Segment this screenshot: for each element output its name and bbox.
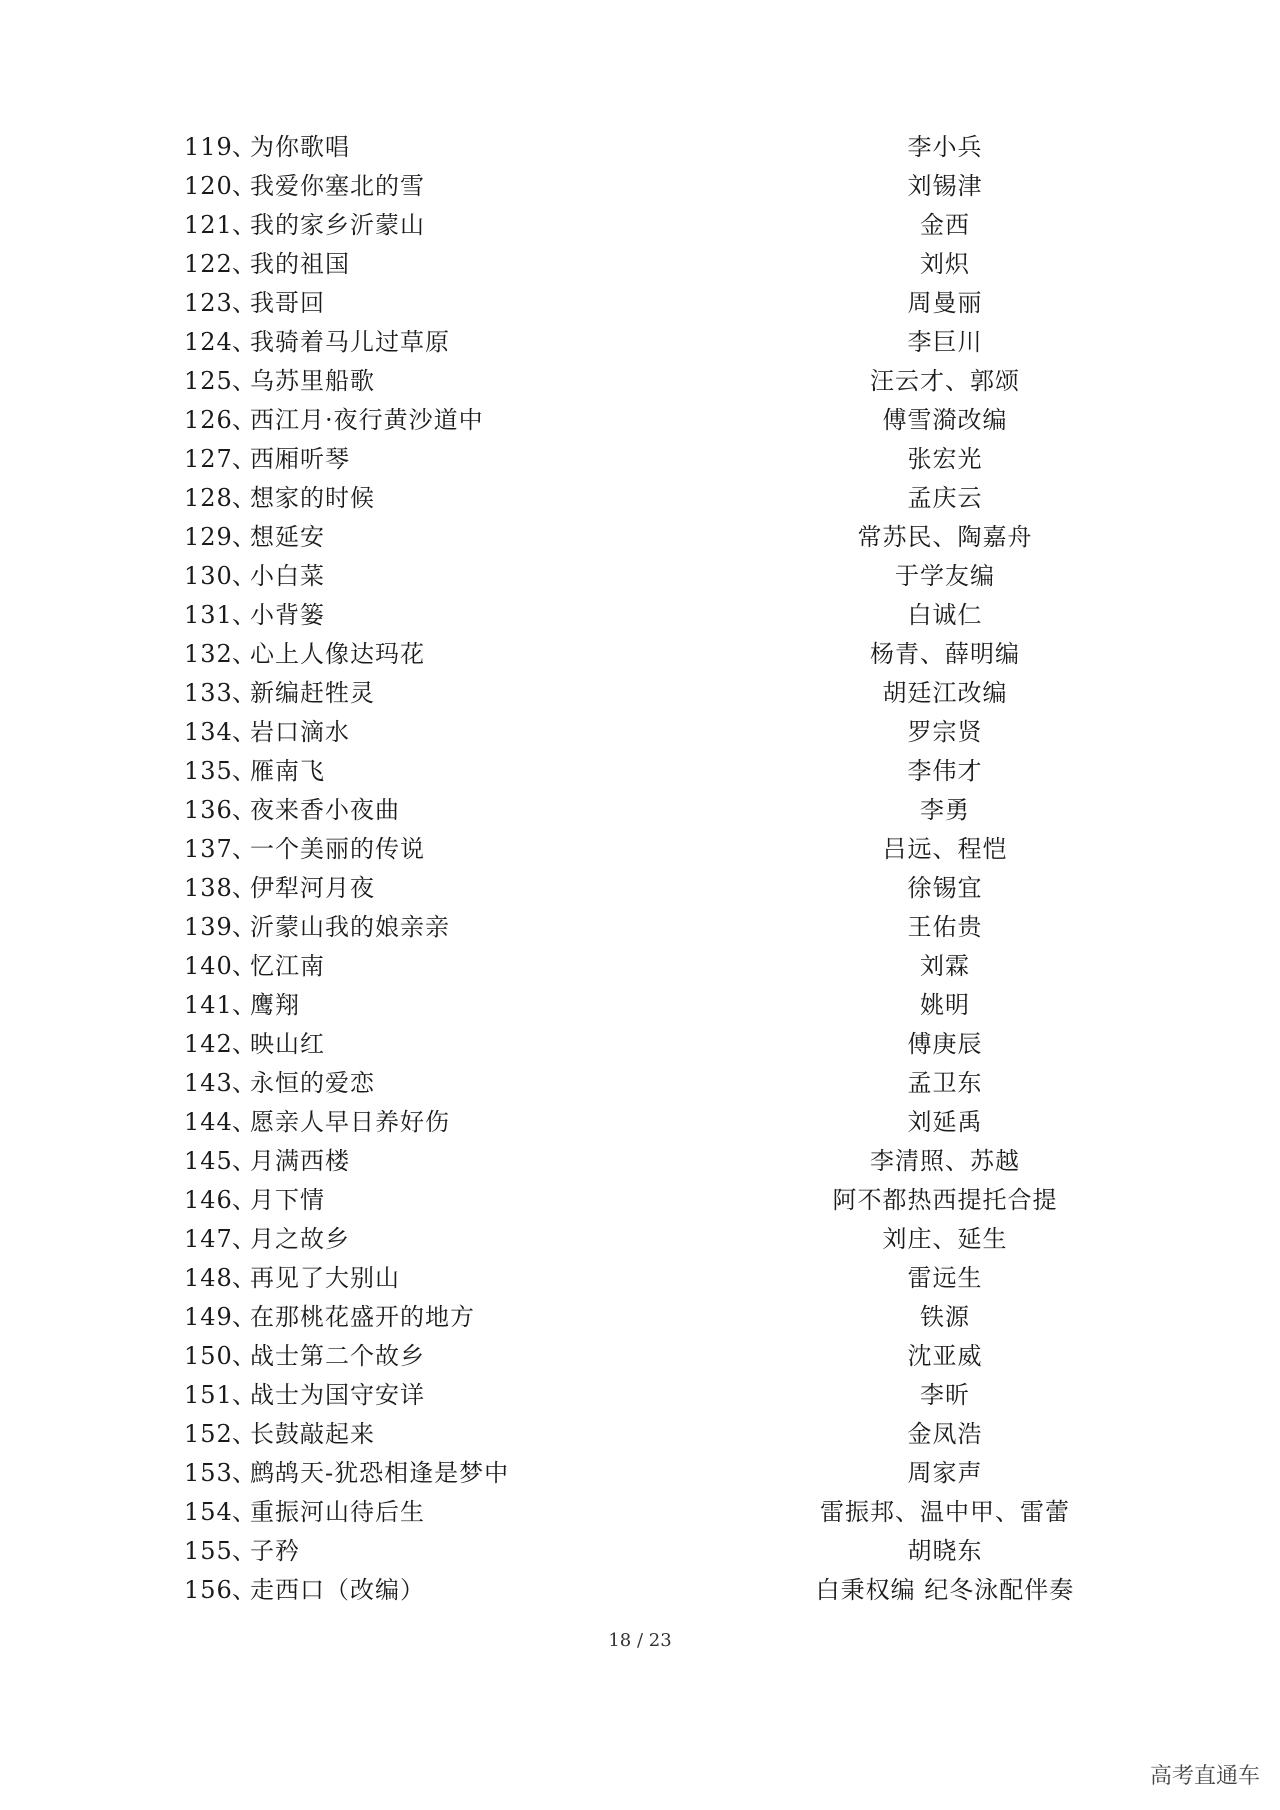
song-number: 145	[184, 1147, 233, 1175]
song-number: 130	[184, 562, 233, 590]
list-item	[0, 206, 1280, 245]
list-item	[0, 128, 1280, 167]
song-composer: 阿不都热西提托合提	[832, 1186, 1058, 1214]
number-separator: 、	[232, 562, 257, 590]
song-number: 139	[184, 913, 233, 941]
song-composer: 雷振邦、温中甲、雷蕾	[820, 1498, 1070, 1526]
list-item	[0, 1103, 1280, 1142]
list-item	[0, 635, 1280, 674]
song-composer: 李昕	[920, 1381, 970, 1409]
list-item	[0, 908, 1280, 947]
song-title: 映山红	[250, 1030, 325, 1058]
song-title: 心上人像达玛花	[250, 640, 425, 668]
song-number: 141	[184, 991, 233, 1019]
song-title: 夜来香小夜曲	[250, 796, 400, 824]
number-separator: 、	[232, 952, 257, 980]
watermark: 高考直通车	[1149, 1764, 1260, 1789]
song-title: 愿亲人早日养好伤	[250, 1108, 450, 1136]
song-number: 146	[184, 1186, 233, 1214]
song-number: 120	[184, 172, 233, 200]
number-separator: 、	[232, 1498, 257, 1526]
number-separator: 、	[232, 445, 257, 473]
list-item	[0, 1025, 1280, 1064]
list-item	[0, 869, 1280, 908]
list-item	[0, 1298, 1280, 1337]
song-number: 137	[184, 835, 233, 863]
list-item	[0, 752, 1280, 791]
song-number: 152	[184, 1420, 233, 1448]
list-item	[0, 791, 1280, 830]
song-title: 新编赶牲灵	[250, 679, 375, 707]
song-composer: 张宏光	[907, 445, 983, 473]
number-separator: 、	[232, 484, 257, 512]
song-composer: 常苏民、陶嘉舟	[857, 523, 1033, 551]
number-separator: 、	[232, 1069, 257, 1097]
song-composer: 刘炽	[920, 250, 970, 278]
song-number: 136	[184, 796, 233, 824]
song-number: 126	[184, 406, 233, 434]
number-separator: 、	[232, 718, 257, 746]
song-composer: 于学友编	[895, 562, 995, 590]
song-number: 122	[184, 250, 233, 278]
song-title: 长鼓敲起来	[250, 1420, 375, 1448]
song-title: 我骑着马儿过草原	[250, 328, 450, 356]
number-separator: 、	[232, 250, 257, 278]
number-separator: 、	[232, 640, 257, 668]
song-title: 小白菜	[250, 562, 325, 590]
number-separator: 、	[232, 406, 257, 434]
song-number: 134	[184, 718, 233, 746]
number-separator: 、	[232, 1537, 257, 1565]
song-title: 伊犁河月夜	[250, 874, 375, 902]
song-title: 在那桃花盛开的地方	[250, 1303, 475, 1331]
page-number: 18 / 23	[608, 1630, 672, 1651]
song-number: 133	[184, 679, 233, 707]
song-number: 151	[184, 1381, 233, 1409]
number-separator: 、	[232, 328, 257, 356]
song-composer: 姚明	[920, 991, 970, 1019]
number-separator: 、	[232, 913, 257, 941]
list-item	[0, 1259, 1280, 1298]
song-number: 123	[184, 289, 233, 317]
song-title: 重振河山待后生	[250, 1498, 425, 1526]
number-separator: 、	[232, 1108, 257, 1136]
song-composer: 傅雪漪改编	[882, 406, 1008, 434]
number-separator: 、	[232, 1576, 257, 1604]
number-separator: 、	[232, 211, 257, 239]
number-separator: 、	[232, 133, 257, 161]
list-item	[0, 323, 1280, 362]
song-composer: 孟庆云	[907, 484, 983, 512]
song-title: 月满西楼	[250, 1147, 350, 1175]
song-title: 想家的时候	[250, 484, 375, 512]
song-number: 153	[184, 1459, 233, 1487]
song-number: 128	[184, 484, 233, 512]
song-title: 我爱你塞北的雪	[250, 172, 425, 200]
list-item	[0, 1181, 1280, 1220]
number-separator: 、	[232, 1030, 257, 1058]
song-title: 为你歌唱	[250, 133, 350, 161]
song-title: 鹰翔	[250, 991, 300, 1019]
list-item	[0, 1376, 1280, 1415]
song-composer: 刘霖	[920, 952, 970, 980]
number-separator: 、	[232, 1186, 257, 1214]
list-item	[0, 1220, 1280, 1259]
song-composer: 沈亚威	[907, 1342, 983, 1370]
song-title: 走西口（改编）	[250, 1576, 425, 1604]
song-composer: 李巨川	[907, 328, 983, 356]
list-item	[0, 947, 1280, 986]
song-composer: 徐锡宜	[907, 874, 983, 902]
number-separator: 、	[232, 1303, 257, 1331]
song-title: 月之故乡	[250, 1225, 350, 1253]
list-item	[0, 596, 1280, 635]
song-composer: 吕远、程恺	[882, 835, 1008, 863]
song-composer: 金凤浩	[907, 1420, 983, 1448]
number-separator: 、	[232, 601, 257, 629]
song-composer: 胡晓东	[907, 1537, 983, 1565]
list-item	[0, 1454, 1280, 1493]
song-number: 131	[184, 601, 233, 629]
song-composer: 胡廷江改编	[882, 679, 1008, 707]
song-number: 124	[184, 328, 233, 356]
song-number: 140	[184, 952, 233, 980]
song-title: 沂蒙山我的娘亲亲	[250, 913, 450, 941]
list-item	[0, 440, 1280, 479]
song-number: 143	[184, 1069, 233, 1097]
number-separator: 、	[232, 991, 257, 1019]
song-number: 155	[184, 1537, 233, 1565]
number-separator: 、	[232, 679, 257, 707]
song-number: 129	[184, 523, 233, 551]
song-number: 125	[184, 367, 233, 395]
song-composer: 白诚仁	[907, 601, 983, 629]
song-composer: 杨青、薛明编	[870, 640, 1020, 668]
song-composer: 傅庚辰	[907, 1030, 983, 1058]
number-separator: 、	[232, 796, 257, 824]
song-title: 西江月·夜行黄沙道中	[250, 406, 484, 434]
song-list	[0, 128, 1280, 1610]
song-composer: 罗宗贤	[907, 718, 983, 746]
song-composer: 刘延禹	[907, 1108, 983, 1136]
list-item	[0, 518, 1280, 557]
number-separator: 、	[232, 1264, 257, 1292]
song-number: 132	[184, 640, 233, 668]
song-title: 乌苏里船歌	[250, 367, 375, 395]
song-title: 我的家乡沂蒙山	[250, 211, 425, 239]
list-item	[0, 479, 1280, 518]
number-separator: 、	[232, 1147, 257, 1175]
song-composer: 李伟才	[907, 757, 983, 785]
song-title: 西厢听琴	[250, 445, 350, 473]
song-title: 忆江南	[250, 952, 325, 980]
song-number: 144	[184, 1108, 233, 1136]
number-separator: 、	[232, 172, 257, 200]
list-item	[0, 167, 1280, 206]
song-title: 再见了大别山	[250, 1264, 400, 1292]
song-title: 我的祖国	[250, 250, 350, 278]
song-title: 雁南飞	[250, 757, 325, 785]
list-item	[0, 674, 1280, 713]
number-separator: 、	[232, 1381, 257, 1409]
number-separator: 、	[232, 1342, 257, 1370]
song-title: 月下情	[250, 1186, 325, 1214]
song-number: 121	[184, 211, 233, 239]
song-composer: 周家声	[907, 1459, 983, 1487]
song-number: 142	[184, 1030, 233, 1058]
song-composer: 王佑贵	[907, 913, 983, 941]
list-item	[0, 1571, 1280, 1610]
song-composer: 李勇	[920, 796, 970, 824]
number-separator: 、	[232, 1225, 257, 1253]
song-title: 子矜	[250, 1537, 300, 1565]
song-title: 战士第二个故乡	[250, 1342, 425, 1370]
song-composer: 金西	[920, 211, 970, 239]
song-number: 147	[184, 1225, 233, 1253]
song-composer: 周曼丽	[907, 289, 983, 317]
number-separator: 、	[232, 757, 257, 785]
song-number: 135	[184, 757, 233, 785]
song-composer: 刘锡津	[907, 172, 983, 200]
song-composer: 铁源	[920, 1303, 970, 1331]
song-number: 154	[184, 1498, 233, 1526]
song-composer: 雷远生	[907, 1264, 983, 1292]
song-number: 156	[184, 1576, 233, 1604]
song-title: 战士为国守安详	[250, 1381, 425, 1409]
song-composer: 李小兵	[907, 133, 983, 161]
song-title: 一个美丽的传说	[250, 835, 425, 863]
song-number: 148	[184, 1264, 233, 1292]
number-separator: 、	[232, 1420, 257, 1448]
song-number: 119	[184, 133, 233, 161]
number-separator: 、	[232, 289, 257, 317]
song-title: 鹧鸪天-犹恐相逢是梦中	[250, 1459, 510, 1487]
list-item	[0, 284, 1280, 323]
number-separator: 、	[232, 367, 257, 395]
song-title: 岩口滴水	[250, 718, 350, 746]
number-separator: 、	[232, 874, 257, 902]
list-item	[0, 1415, 1280, 1454]
song-composer: 李清照、苏越	[870, 1147, 1020, 1175]
number-separator: 、	[232, 1459, 257, 1487]
song-number: 149	[184, 1303, 233, 1331]
song-composer: 刘庄、延生	[882, 1225, 1008, 1253]
list-item	[0, 557, 1280, 596]
song-composer: 汪云才、郭颂	[870, 367, 1020, 395]
list-item	[0, 362, 1280, 401]
song-number: 138	[184, 874, 233, 902]
number-separator: 、	[232, 523, 257, 551]
song-composer: 孟卫东	[907, 1069, 983, 1097]
list-item	[0, 1337, 1280, 1376]
list-item	[0, 1532, 1280, 1571]
song-number: 150	[184, 1342, 233, 1370]
list-item	[0, 401, 1280, 440]
song-number: 127	[184, 445, 233, 473]
list-item	[0, 713, 1280, 752]
list-item	[0, 830, 1280, 869]
song-title: 想延安	[250, 523, 325, 551]
list-item	[0, 1064, 1280, 1103]
number-separator: 、	[232, 835, 257, 863]
list-item	[0, 245, 1280, 284]
song-title: 我哥回	[250, 289, 325, 317]
list-item	[0, 1493, 1280, 1532]
song-title: 永恒的爱恋	[250, 1069, 375, 1097]
song-title: 小背篓	[250, 601, 325, 629]
list-item	[0, 986, 1280, 1025]
song-composer: 白秉权编 纪冬泳配伴奏	[815, 1576, 1075, 1604]
list-item	[0, 1142, 1280, 1181]
